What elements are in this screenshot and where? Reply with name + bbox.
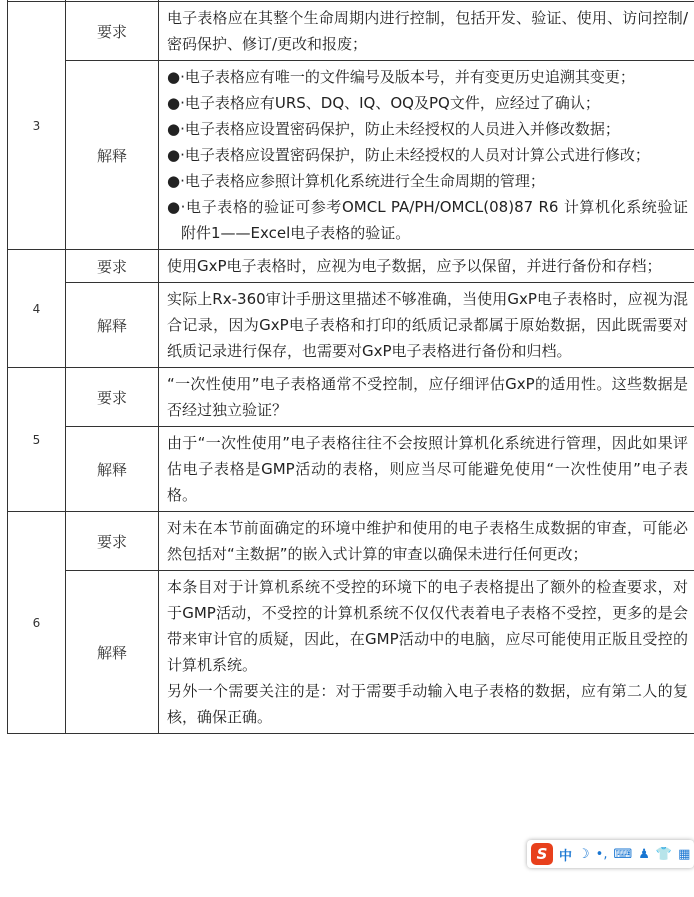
list-item: ●·电子表格应有URS、DQ、IQ、OQ及PQ文件，应经过了确认；: [167, 94, 600, 112]
keyboard-icon[interactable]: ⌨: [613, 846, 633, 862]
shirt-icon[interactable]: 👕: [655, 846, 673, 862]
table-row: [8, 250, 694, 283]
explanation-label: 解释: [66, 427, 159, 512]
ime-toolbar[interactable]: [527, 840, 694, 868]
requirement-label: 要求: [66, 250, 159, 283]
explanation-label: 解释: [66, 283, 159, 368]
requirement-label: 要求: [66, 512, 159, 571]
moon-icon[interactable]: ☽: [578, 846, 590, 862]
paragraph: 本条目对于计算机系统不受控的环境下的电子表格提出了额外的检查要求，对于GMP活动，不受控的计算机系统不仅仅代表着电子表格不受控，更多的是会带来审计官的质疑，因此，在GMP活动中的电脑，应尽可能使用正版且受控的计算机系统。: [167, 578, 688, 674]
explanation-text: [159, 571, 694, 734]
list-item: ●·电子表格应有唯一的文件编号及版本号，并有变更历史追溯其变更；: [167, 68, 635, 86]
list-item: ●·电子表格的验证可参考OMCL PA/PH/OMCL(08)87 R6 计算机化系统验证附件1——Excel电子表格的验证。: [167, 198, 688, 242]
explanation-text: 实际上Rx-360审计手册这里描述不够准确，当使用GxP电子表格时，应视为混合记录，因为GxP电子表格和打印的纸质记录都属于原始数据，因此既需要对纸质记录进行保存，也需要对GxP电子表格进行备份和归档。: [159, 283, 694, 368]
list-item: ●·电子表格应参照计算机化系统进行全生命周期的管理；: [167, 172, 545, 190]
explanation-text: 由于“一次性使用”电子表格往往不会按照计算机化系统进行管理，因此如果评估电子表格是GMP活动的表格，则应当尽可能避免使用“一次性使用”电子表格。: [159, 427, 694, 512]
requirement-text: “一次性使用”电子表格通常不受控制，应仔细评估GxP的适用性。这些数据是否经过独立验证？: [159, 368, 694, 427]
row-number: 4: [8, 250, 66, 368]
list-item: ●·电子表格应设置密码保护，防止未经授权的人员进入并修改数据；: [167, 120, 620, 138]
grid-icon[interactable]: ▦: [678, 846, 691, 862]
table-row: [8, 2, 694, 61]
table-row: [8, 427, 694, 512]
list-item: ●·电子表格应设置密码保护，防止未经授权的人员对计算公式进行修改；: [167, 146, 650, 164]
row-number: 3: [8, 2, 66, 250]
sogou-logo-icon[interactable]: S: [531, 843, 553, 865]
punctuation-icon[interactable]: •,: [595, 846, 608, 862]
voice-icon[interactable]: ♟: [638, 846, 650, 862]
requirement-label: 要求: [66, 368, 159, 427]
requirement-text: 电子表格应在其整个生命周期内进行控制，包括开发、验证、使用、访问控制/密码保护、修订/更改和报废；: [159, 2, 694, 61]
table-row: [8, 571, 694, 734]
language-toggle[interactable]: 中: [559, 848, 573, 864]
row-number: 6: [8, 512, 66, 734]
table-row: [8, 283, 694, 368]
requirement-text: 对未在本节前面确定的环境中维护和使用的电子表格生成数据的审查，可能必然包括对“主数据”的嵌入式计算的审查以确保未进行任何更改；: [159, 512, 694, 571]
table-row: [8, 512, 694, 571]
paragraph: 另外一个需要关注的是：对于需要手动输入电子表格的数据，应有第二人的复核，确保正确。: [167, 682, 688, 726]
table-row: [8, 368, 694, 427]
table-row: [8, 61, 694, 250]
explanation-label: 解释: [66, 61, 159, 250]
explanation-text: [159, 61, 694, 250]
row-number: 5: [8, 368, 66, 512]
explanation-label: 解释: [66, 571, 159, 734]
requirement-text: 使用GxP电子表格时，应视为电子数据，应予以保留，并进行备份和存档；: [159, 250, 694, 283]
spreadsheet-requirements-table: [7, 0, 694, 734]
requirement-label: 要求: [66, 2, 159, 61]
